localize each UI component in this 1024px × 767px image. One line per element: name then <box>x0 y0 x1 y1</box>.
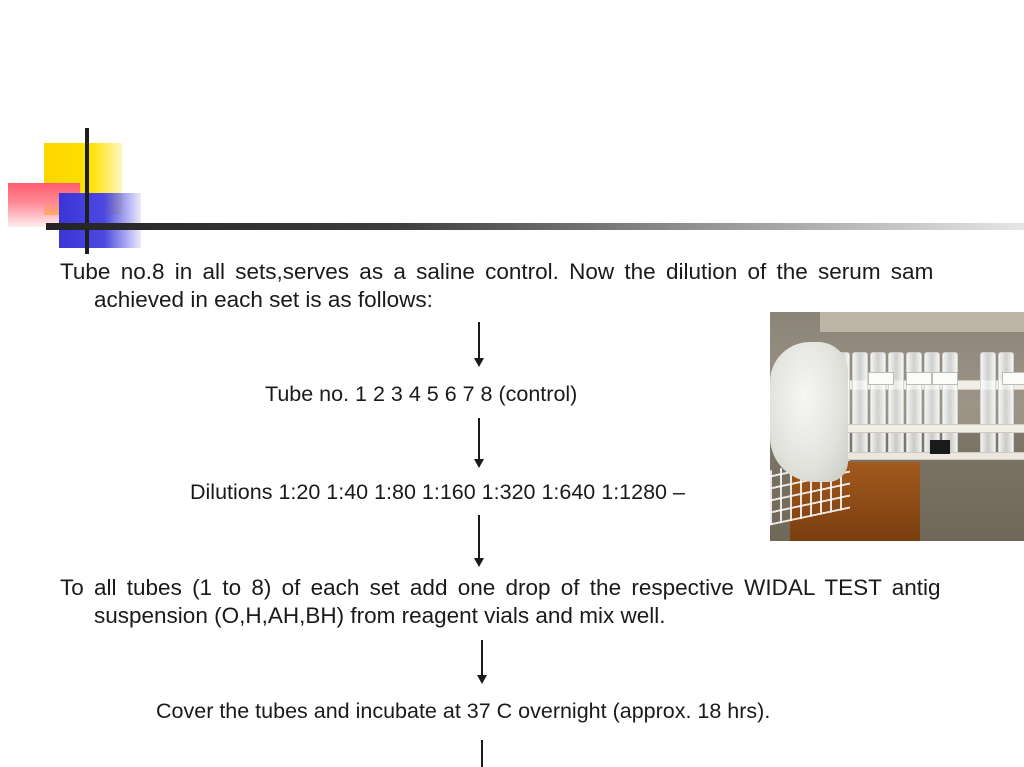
test-tube-rack-photo <box>770 312 1024 541</box>
incubation-step-line: Cover the tubes and incubate at 37 C overnight (approx. 18 hrs). <box>156 699 771 723</box>
dilutions-values: 1:20 1:40 1:80 1:160 1:320 1:640 1:1280 – <box>278 480 685 504</box>
ornament-vertical-bar <box>85 128 89 254</box>
intro-line-2: achieved in each set is as follows: <box>94 287 433 312</box>
antigen-step-paragraph <box>60 574 1024 630</box>
intro-paragraph <box>60 258 1024 314</box>
down-arrow-icon <box>476 740 488 767</box>
down-arrow-icon <box>473 515 485 567</box>
down-arrow-icon <box>473 418 485 468</box>
intro-line-1: Tube no.8 in all sets,serves as a saline control. Now the dilution of the serum sam <box>60 259 934 284</box>
down-arrow-icon <box>473 322 485 367</box>
title-divider-rule <box>46 223 1024 230</box>
antigen-line-2: suspension (O,H,AH,BH) from reagent vials and mix well. <box>94 603 666 628</box>
down-arrow-icon <box>476 640 488 684</box>
dilutions-label: Dilutions <box>190 480 273 504</box>
dilutions-line <box>190 479 685 505</box>
antigen-line-1: To all tubes (1 to 8) of each set add one drop of the respective WIDAL TEST antig <box>60 575 941 600</box>
ornament-blue-square <box>59 193 141 248</box>
tube-numbers-line: Tube no. 1 2 3 4 5 6 7 8 (control) <box>265 382 578 406</box>
